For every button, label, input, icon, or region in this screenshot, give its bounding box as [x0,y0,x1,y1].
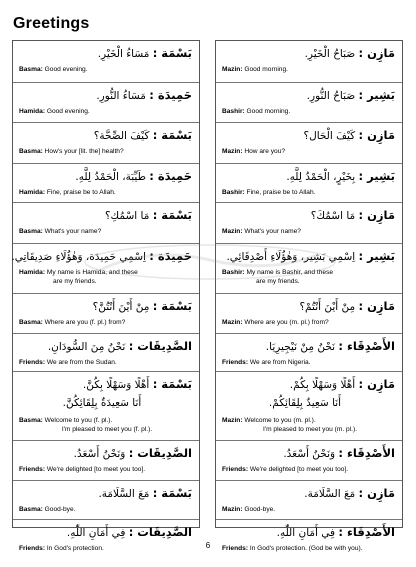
arabic-speaker: الصَّدِيقَات : [128,339,192,353]
english-speaker: Basma: [19,506,43,513]
dialogue-row [216,82,402,122]
dialogue-row [216,41,402,82]
english-line [19,416,195,425]
english-continuation: are my friends. [256,278,300,285]
arabic-line [266,339,395,354]
english-text: How's your [lit. the] health? [42,148,124,155]
arabic-line [305,46,395,61]
arabic-line [96,88,192,103]
arabic-text: مِنْ أَيْنَ أَنْتُنَّ؟ [92,301,153,313]
arabic-line [75,169,192,184]
english-line [222,465,398,474]
english-text: Good morning. [242,66,288,73]
english-line [222,505,398,514]
english-speaker: Friends: [19,545,46,552]
arabic-line [304,128,396,143]
english-speaker: Mazin: [222,148,243,155]
english-continuation: I'm pleased to meet you (m. pl.). [263,426,357,433]
arabic-speaker: بَسْمَة : [152,377,192,391]
english-text: What's your name? [42,228,102,235]
arabic-speaker: بَسْمَة : [152,46,192,60]
arabic-text: فِي أَمَانِ اللّٰهِ. [276,527,339,539]
english-speaker: Mazin: [222,506,243,513]
english-line [222,107,398,116]
english-text: In God's protection. [45,545,104,552]
arabic-text: أَهْلًا وَسَهْلًا بِكُنَّ. [82,379,153,391]
arabic-continuation: أَنَا سَعِيدٌ بِلِقَائِكُمْ. [268,397,342,409]
english-text: What's your name? [242,228,301,235]
arabic-speaker: مَازِن : [358,208,395,222]
arabic-line [283,446,395,461]
arabic-text: مَا اسْمُكَ؟ [310,210,359,222]
arabic-line [290,377,395,392]
arabic-line [98,486,192,501]
english-line [222,416,398,425]
english-speaker: Friends: [222,466,249,473]
arabic-speaker: بَسْمَة : [152,208,192,222]
arabic-line [286,169,395,184]
english-line [222,358,398,367]
english-line [222,65,398,74]
arabic-text: مَعَ السَّلَامَة. [98,488,153,500]
watermark-logo [80,242,340,282]
english-speaker: Mazin: [222,228,243,235]
arabic-text: اِسْمِي حَمِيدَة، وَهٰؤُلَاءِ صَدِيقَاتِي. [11,251,150,263]
arabic-line [67,525,192,540]
english-speaker: Mazin: [222,417,243,424]
dialogue-row [13,371,199,440]
dialogue-row [13,82,199,122]
english-text: Welcome to you (f. pl.). [42,417,113,424]
dialogue-row [216,480,402,519]
english-text: Good-bye. [242,506,276,513]
english-speaker: Mazin: [222,319,243,326]
dialogue-row [216,371,402,440]
arabic-text: فِي أَمَانِ اللّٰهِ. [66,527,129,539]
english-line [19,318,195,327]
english-line [222,147,398,156]
dialogue-row [13,333,199,371]
english-text: We're delighted [to meet you too]. [248,466,349,473]
english-speaker: Hamida: [19,269,46,276]
english-text: Fine, praise be to Allah. [244,189,316,196]
arabic-text: أَهْلًا وَسَهْلًا بِكُمْ. [289,379,359,391]
dialogue-row [216,163,402,202]
english-line [19,147,195,156]
english-line [19,65,195,74]
arabic-text: بِخَيْرٍ، الْحَمْدُ لِلَّهِ. [286,171,359,183]
dialogue-row [13,122,199,163]
arabic-speaker: بَشِير : [358,169,395,183]
dialogue-column-left [11,40,200,552]
english-text: We're delighted [to meet you too]. [45,466,146,473]
dialogue-row [13,440,199,480]
english-speaker: Basma: [19,66,43,73]
dialogue-row [216,293,402,333]
dialogue-row [216,333,402,371]
arabic-speaker: بَسْمَة : [152,128,192,142]
english-speaker: Bashir: [222,189,245,196]
arabic-line [48,339,192,354]
arabic-text: كَيْفَ الصِّحَّة؟ [93,130,153,142]
arabic-speaker: مَازِن : [358,299,395,313]
english-speaker: Hamida: [19,108,46,115]
arabic-line [277,525,395,540]
dialogue-column-right [215,40,403,552]
arabic-line [105,208,192,223]
arabic-speaker: مَازِن : [358,486,395,500]
english-speaker: Friends: [222,545,249,552]
arabic-line [307,88,395,103]
arabic-speaker: مَازِن : [358,46,395,60]
arabic-continuation: أَنَا سَعِيدَةٌ بِلِقَائِكُنَّ. [62,397,142,409]
arabic-line [74,446,192,461]
english-text: Good evening. [42,66,88,73]
arabic-line [94,128,192,143]
english-text: We are from the Sudan. [45,359,117,366]
dialogue-row [216,122,402,163]
arabic-speaker: حَمِيدَة : [149,88,192,102]
english-line [222,188,398,197]
english-line [222,318,398,327]
arabic-text: مَعَ السَّلَامَة. [304,488,359,500]
arabic-text: نَحْنُ مِنْ نَيْجِيرِيَا. [265,341,339,353]
arabic-line [311,208,395,223]
dialogue-row [13,480,199,519]
english-continuation: are my friends. [53,278,97,285]
english-continuation: I'm pleased to meet you (f. pl.). [61,426,153,433]
dialogue-row [13,163,199,202]
page-number: 6 [205,541,211,550]
english-text: Good morning. [244,108,291,115]
arabic-speaker: مَازِن : [358,377,395,391]
english-speaker: Friends: [19,359,46,366]
arabic-text: مَسَاءُ النُّورِ. [96,90,150,102]
arabic-text: صَبَاحُ الْخَيْرِ. [304,48,359,60]
arabic-speaker: حَمِيدَة : [149,249,192,263]
arabic-text: نَحْنُ مِنَ السُّودَانِ. [47,341,129,353]
arabic-speaker: مَازِن : [358,128,395,142]
english-speaker: Basma: [19,417,43,424]
arabic-speaker: الأَصْدِقَاء : [338,525,395,539]
arabic-text: مَا اسْمُكِ؟ [104,210,153,222]
english-text: My name is Bashir, and these [244,269,334,276]
dialogue-row [13,293,199,333]
arabic-speaker: الصَّدِيقَات : [128,525,192,539]
english-speaker: Friends: [19,466,46,473]
dialogue-row [13,41,199,82]
english-text: In God's protection. (God be with you). [248,545,363,552]
arabic-speaker: حَمِيدَة : [149,169,192,183]
arabic-speaker: الأَصْدِقَاء : [338,446,395,460]
arabic-speaker: بَشِير : [358,88,395,102]
english-speaker: Mazin: [222,66,243,73]
english-speaker: Basma: [19,148,43,155]
arabic-text: مَسَاءُ الْخَيْرِ. [97,48,153,60]
arabic-text: وَنَحْنُ أَسْعَدُ. [73,448,129,460]
english-text: How are you? [242,148,286,155]
arabic-speaker: بَشِير : [358,249,395,263]
english-speaker: Basma: [19,319,43,326]
english-text: Good evening. [45,108,90,115]
arabic-text: كَيْفَ الْحَال؟ [303,130,359,142]
english-line [19,465,195,474]
arabic-speaker: بَسْمَة : [152,299,192,313]
english-text: Welcome to you (m. pl.). [242,417,316,424]
english-text: Where are you (m. pl.) from? [242,319,329,326]
english-text: We are from Nigeria. [248,359,311,366]
english-text: Good-bye. [42,506,76,513]
arabic-line [304,486,395,501]
english-speaker: Bashir: [222,108,245,115]
arabic-text: اِسْمِي بَشِير، وَهٰؤُلَاءِ أَصْدِقَائِي. [226,251,359,263]
arabic-speaker: الأَصْدِقَاء : [338,339,395,353]
arabic-text: طَيِّبَة، الْحَمْدُ لِلَّهِ. [75,171,150,183]
english-line [19,227,195,236]
english-line [19,358,195,367]
english-text: Fine, praise be to Allah. [45,189,116,196]
arabic-speaker: بَسْمَة : [152,486,192,500]
english-speaker: Friends: [222,359,249,366]
arabic-line [83,377,192,392]
english-text: Where are you (f. pl.) from? [42,319,126,326]
english-speaker: Basma: [19,228,43,235]
arabic-line [299,299,395,314]
english-line [222,227,398,236]
english-line [19,505,195,514]
english-line [19,188,195,197]
arabic-text: صَبَاحُ النُّورِ. [306,90,359,102]
arabic-line [93,299,192,314]
arabic-text: مِنْ أَيْنَ أَنْتُمْ؟ [299,301,359,313]
english-line [19,107,195,116]
arabic-speaker: الصَّدِيقَات : [128,446,192,460]
english-speaker: Bashir: [222,269,245,276]
arabic-line [98,46,192,61]
arabic-text: وَنَحْنُ أَسْعَدُ. [283,448,339,460]
english-speaker: Hamida: [19,189,46,196]
dialogue-row [13,202,199,243]
english-text: My name is Hamida, and these [45,269,138,276]
dialogue-row [216,440,402,480]
page-title: Greetings [13,15,90,32]
dialogue-row [216,202,402,243]
